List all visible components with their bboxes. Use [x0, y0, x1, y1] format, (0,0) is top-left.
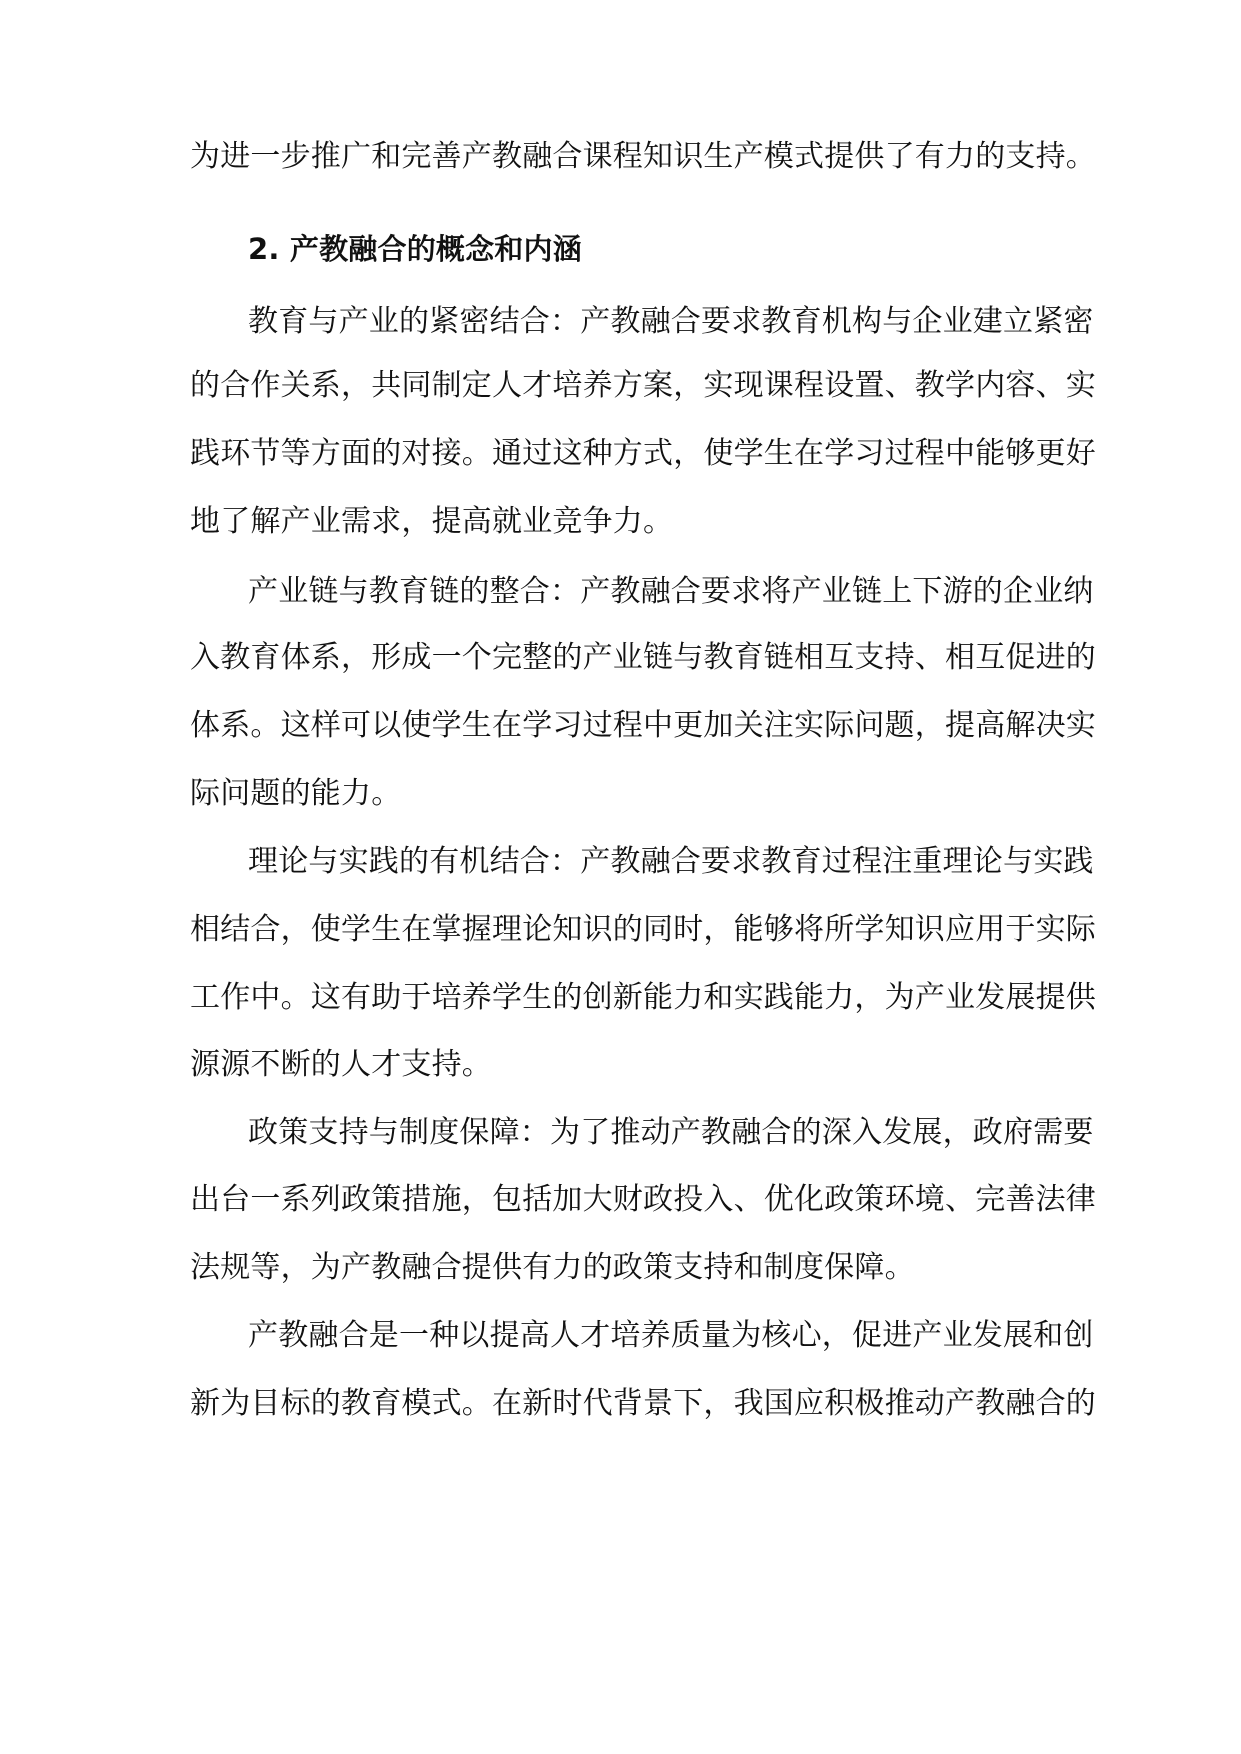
paragraph-line: 法规等，为产教融合提供有力的政策支持和制度保障。 [190, 1250, 915, 1285]
paragraph-line: 相结合，使学生在掌握理论知识的同时，能够将所学知识应用于实际 [190, 912, 1096, 947]
paragraph-line: 理论与实践的有机结合：产教融合要求教育过程注重理论与实践 [248, 844, 1094, 879]
paragraph-line: 出台一系列政策措施，包括加大财政投入、优化政策环境、完善法律 [190, 1182, 1096, 1217]
paragraph-line: 为进一步推广和完善产教融合课程知识生产模式提供了有力的支持。 [190, 139, 1096, 174]
paragraph-line: 的合作关系，共同制定人才培养方案，实现课程设置、教学内容、实 [190, 368, 1096, 403]
paragraph-line: 工作中。这有助于培养学生的创新能力和实践能力，为产业发展提供 [190, 980, 1096, 1015]
paragraph-line: 入教育体系，形成一个完整的产业链与教育链相互支持、相互促进的 [190, 640, 1096, 675]
paragraph-line: 地了解产业需求，提高就业竞争力。 [190, 504, 674, 539]
paragraph-line: 教育与产业的紧密结合：产教融合要求教育机构与企业建立紧密 [248, 304, 1094, 339]
paragraph-line: 政策支持与制度保障：为了推动产教融合的深入发展，政府需要 [248, 1115, 1094, 1150]
paragraph-line: 产业链与教育链的整合：产教融合要求将产业链上下游的企业纳 [248, 574, 1094, 609]
paragraph-line: 际问题的能力。 [190, 776, 402, 811]
paragraph-line: 源源不断的人才支持。 [190, 1047, 492, 1082]
paragraph-line: 新为目标的教育模式。在新时代背景下，我国应积极推动产教融合的 [190, 1386, 1096, 1421]
paragraph-line: 体系。这样可以使学生在学习过程中更加关注实际问题，提高解决实 [190, 708, 1096, 743]
paragraph-line: 践环节等方面的对接。通过这种方式，使学生在学习过程中能够更好 [190, 436, 1096, 471]
paragraph-line: 产教融合是一种以提高人才培养质量为核心，促进产业发展和创 [248, 1318, 1094, 1353]
section-heading: 2. 产教融合的概念和内涵 [248, 232, 582, 266]
